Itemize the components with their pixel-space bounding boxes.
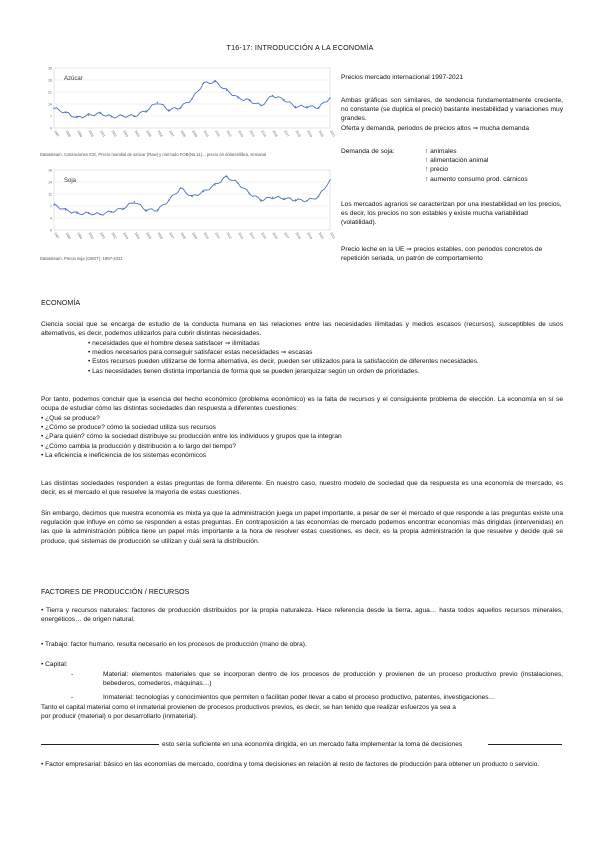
data-point <box>88 213 89 214</box>
y-tick-label: 11 <box>48 192 52 197</box>
prices-para-2: Oferta y demanda, periodos de precios altos ⇒ mucha demanda <box>341 125 530 132</box>
x-tick-label: 1997 <box>53 129 61 138</box>
x-tick-label: 2012 <box>225 231 233 240</box>
data-point <box>157 209 158 210</box>
data-point <box>237 97 238 98</box>
x-tick-label: 2001 <box>99 129 107 138</box>
data-point <box>168 199 169 200</box>
demand-label: Demanda de soja: <box>341 148 395 155</box>
data-point <box>145 110 146 111</box>
question-item: • ¿Qué se produce? <box>41 415 100 422</box>
factor-trabajo: • Trabajo: factor humano, resulta necesario en los procesos de producción (mano de obra). <box>41 641 307 648</box>
x-tick-label: 2003 <box>122 231 130 240</box>
x-tick-label: 2014 <box>248 231 256 240</box>
data-point <box>237 183 238 184</box>
series-line <box>54 176 330 216</box>
data-point <box>329 97 330 98</box>
x-tick-label: 2005 <box>145 231 153 240</box>
data-point <box>203 83 204 84</box>
prices-heading: Precios mercado internacional 1997-2021 <box>341 74 464 81</box>
data-point <box>283 99 284 100</box>
question-item: • La eficiencia e ineficiencia de los sistemas económicos <box>41 451 207 459</box>
data-point <box>260 199 261 200</box>
y-tick-label: 14 <box>48 180 52 185</box>
x-tick-label: 2003 <box>122 129 130 138</box>
data-point <box>168 109 169 110</box>
x-tick-label: 2008 <box>179 129 187 138</box>
x-tick-label: 2017 <box>283 129 291 138</box>
x-tick-label: 2005 <box>145 129 153 138</box>
y-tick-label: 28 <box>48 78 52 83</box>
soy-chart-source: Datastream, Precio soja (CBOT), 1997-2021 <box>40 256 123 261</box>
data-point <box>249 193 250 194</box>
data-point <box>214 81 215 82</box>
prices-para-3: Los mercados agrarios se caracterizan por una inestabilidad en los precios, es decir, los precios no son estables y existe mucha variabilidad (volatilidad). <box>341 201 562 227</box>
capital-item-2: - Inmaterial: tecnologías y conocimientos que permiten o facilitan poder llevar a cabo el proceso productivo, patentes, investigaciones… <box>71 694 496 701</box>
data-point <box>306 106 307 107</box>
separator <box>41 740 562 749</box>
x-tick-label: 2013 <box>237 231 245 240</box>
data-point <box>99 113 100 114</box>
separator-text: esto sería suficiente en una economía dirigida, en un mercado falta implementar la toma de decisiones <box>162 741 463 748</box>
x-tick-label: 2016 <box>271 231 279 240</box>
list-item: • Estos recursos pueden utilizarse de forma alternativa, es decir, pueden ser utilizados para la satisfacción de diferentes necesidades. <box>88 358 479 366</box>
data-point <box>226 176 227 177</box>
x-tick-label: 1997 <box>53 231 61 240</box>
sugar-chart-source: Datastream, Cotizaciones ICE, Precio mundial de azúcar (Raw) y mercado FOB(No.11)... precio en dólares/libra, semanal <box>40 152 267 157</box>
data-point <box>88 114 89 115</box>
data-point <box>65 209 66 210</box>
data-point <box>122 208 123 209</box>
data-point <box>157 102 158 103</box>
soy-chart <box>40 166 335 252</box>
data-point <box>191 98 192 99</box>
soy-chart-svg <box>40 166 335 252</box>
chart-title: Soja <box>64 178 77 184</box>
x-tick-label: 2007 <box>168 231 176 240</box>
x-tick-label: 2020 <box>317 231 325 240</box>
prices-para-4: Precio leche en la UE ⇒ precios estables, con periodos concretos de repetición seriada, un patrón de comportamiento <box>341 246 543 263</box>
x-tick-label: 2017 <box>283 231 291 240</box>
x-tick-label: 2004 <box>133 231 141 240</box>
data-point <box>226 90 227 91</box>
x-tick-label: 2000 <box>87 129 95 138</box>
question-item: • ¿Cómo se produce? cómo la sociedad utiliza sus recursos <box>41 424 216 432</box>
x-tick-label: 1998 <box>64 129 72 138</box>
x-tick-label: 2001 <box>99 231 107 240</box>
data-point <box>295 106 296 107</box>
data-point <box>134 115 135 116</box>
page-title: T16-17: INTRODUCCIÓN A LA ECONOMÍA <box>226 43 374 52</box>
factor-tierra: • Tierra y recursos naturales: factores de producción distribuidos por la propia naturaleza. Hace referencia desde la tierra, agua… hasta todos aquellos recursos minerales, energéticos… de origen natural. <box>41 607 563 624</box>
y-tick-label: 7 <box>50 114 52 119</box>
y-tick-label: 7 <box>50 204 52 209</box>
data-point <box>249 100 250 101</box>
data-point <box>318 107 319 108</box>
data-point <box>76 117 77 118</box>
data-point <box>214 184 215 185</box>
demand-item: ↑ aumento consumo prod. cárnicos <box>425 175 528 183</box>
x-tick-label: 2011 <box>214 231 222 240</box>
y-tick-label: 4 <box>50 216 52 221</box>
dash: - <box>71 694 74 701</box>
y-tick-label: 14 <box>48 102 52 107</box>
question-item: • ¿Cómo cambia la producción y distribución a lo largo del tiempo? <box>41 442 237 450</box>
divider <box>488 744 562 745</box>
x-tick-label: 2013 <box>237 129 245 138</box>
y-tick-label: 18 <box>48 168 52 173</box>
factor-empresarial: • Factor empresarial: básico en las economías de mercado, coordina y toma decisiones en relación al resto de factores de producción para obtener un producto o servicio. <box>41 761 540 768</box>
capital-note: Tanto el capital material como el inmaterial provienen de procesos productivos previos, es decir, se han tenido que realizar esfuerzos ya sea a por producir (material) o por desarrollarlo (inmaterial). <box>41 704 456 721</box>
y-tick-label: 0 <box>50 228 52 233</box>
x-tick-label: 2006 <box>156 129 164 138</box>
x-tick-label: 2015 <box>260 231 268 240</box>
x-tick-label: 2010 <box>202 129 210 138</box>
data-point <box>272 95 273 96</box>
x-tick-label: 2007 <box>168 129 176 138</box>
x-tick-label: 2014 <box>248 129 256 138</box>
dash: - <box>71 671 74 678</box>
economia-para-2: Por tanto, podemos concluir que la esencia del hecho económico (problema económico) es la falta de recursos y el consiguiente problema de elección. La economía en sí se ocupa de estudiar cómo las distintas sociedades dan respuesta a diferentes cuestiones: <box>41 396 563 413</box>
data-point <box>203 191 204 192</box>
x-tick-label: 2018 <box>294 129 302 138</box>
sugar-chart <box>40 64 335 150</box>
x-tick-label: 2020 <box>317 129 325 138</box>
x-tick-label: 2021 <box>329 129 337 138</box>
list-item: • necesidades que el hombre desea satisfacer ⇒ ilimitadas <box>88 340 260 347</box>
economia-bullets <box>88 339 558 376</box>
x-tick-label: 2019 <box>306 231 314 240</box>
data-point <box>306 200 307 201</box>
x-tick-label: 2000 <box>87 231 95 240</box>
plot-frame <box>54 68 330 128</box>
x-tick-label: 2012 <box>225 129 233 138</box>
data-point <box>99 214 100 215</box>
x-tick-label: 2021 <box>329 231 337 240</box>
capital-item-1: - Material: elementos materiales que se incorporan dentro de los procesos de producción y provienen de un proceso productivo previo (instalaciones, bebederos, comederos, máquinas…) <box>71 671 563 688</box>
x-tick-label: 1999 <box>76 231 84 240</box>
data-point <box>295 199 296 200</box>
question-item: • ¿Para quién? cómo la sociedad distribuye su producción entre los individuos y grupos que la integran <box>41 433 342 441</box>
data-point <box>283 198 284 199</box>
economia-intro: Ciencia social que se encarga de estudio de la conducta humana en las relaciones entre las necesidades ilimitadas y medios escasos (recursos), susceptibles de usos alternativos, es decir, podemos utilizarlos para cubrir distintas necesidades. <box>41 321 563 338</box>
data-point <box>111 211 112 212</box>
demand-item: ↑ alimentación animal <box>425 157 489 165</box>
economia-para-3: Las distintas sociedades responden a estas preguntas de forma diferente. En nuestro caso, nuestro modelo de sociedad que da respuesta es una economía de mercado, es decir, es el mercado el que resuelve la mayoría de estas cuestiones. <box>41 480 563 497</box>
x-tick-label: 2018 <box>294 231 302 240</box>
data-point <box>191 196 192 197</box>
y-tick-label: 21 <box>48 90 52 95</box>
data-point <box>329 179 330 180</box>
data-point <box>122 115 123 116</box>
sugar-chart-svg <box>40 64 335 150</box>
data-point <box>53 108 54 109</box>
factor-capital-label: • Capital: <box>41 661 68 668</box>
demand-item: ↑ precio <box>425 166 449 174</box>
chart-title: Azúcar <box>64 76 83 82</box>
x-tick-label: 2009 <box>191 129 199 138</box>
data-point <box>134 201 135 202</box>
x-tick-label: 2009 <box>191 231 199 240</box>
x-tick-label: 2006 <box>156 231 164 240</box>
x-tick-label: 1999 <box>76 129 84 138</box>
x-tick-label: 2010 <box>202 231 210 240</box>
x-tick-label: 2015 <box>260 129 268 138</box>
plot-frame <box>54 170 330 230</box>
economia-heading: ECONOMÍA <box>41 298 81 307</box>
data-point <box>53 204 54 205</box>
x-tick-label: 2002 <box>110 129 118 138</box>
data-point <box>76 213 77 214</box>
demand-list <box>425 147 565 184</box>
x-tick-label: 1998 <box>64 231 72 240</box>
data-point <box>145 209 146 210</box>
data-point <box>111 116 112 117</box>
demand-item: ↑ animales <box>425 148 457 155</box>
economia-para-4: Sin embargo, decimos que nuestra economía es mixta ya que la administración juega un papel importante, a pesar de ser el mercado el que responde a las preguntas existe una regulación que influye en cómo se responden a estas preguntas. En contraposición a las economías de mercado podemos encontrar economías más dirigidas (intervenidas) en las que la administración pública tiene un papel más importante a la hora de resolver estas cuestiones, es decir, es la propia administración la que resuelve y decide qué se produce, qué sistemas de producción se utilizan y cuál será la distribución. <box>41 510 563 545</box>
data-point <box>272 197 273 198</box>
x-tick-label: 2011 <box>214 129 222 138</box>
x-tick-label: 2019 <box>306 129 314 138</box>
x-tick-label: 2008 <box>179 231 187 240</box>
data-point <box>318 196 319 197</box>
factores-heading: FACTORES DE PRODUCCIÓN / RECURSOS <box>41 587 190 596</box>
data-point <box>180 188 181 189</box>
data-point <box>260 105 261 106</box>
y-tick-label: 35 <box>48 66 52 71</box>
data-point <box>65 112 66 113</box>
y-tick-label: 0 <box>50 126 52 131</box>
list-item: • medios necesarios para conseguir satisfacer estas necesidades ⇒ escasas <box>88 349 313 357</box>
economia-questions <box>41 414 563 460</box>
prices-para-1: Ambas gráficas son similares, de tendencia fundamentalmente creciente, no constante (se duplica el precio) bastante inestabilidad y variaciones muy grandes. <box>341 97 563 123</box>
list-item: • Las necesidades tienen distinta importancia de forma que se pueden jerarquizar según un orden de prioridades. <box>88 367 420 375</box>
x-tick-label: 2016 <box>271 129 279 138</box>
x-tick-label: 2004 <box>133 129 141 138</box>
divider <box>41 744 159 745</box>
data-point <box>180 107 181 108</box>
x-tick-label: 2002 <box>110 231 118 240</box>
